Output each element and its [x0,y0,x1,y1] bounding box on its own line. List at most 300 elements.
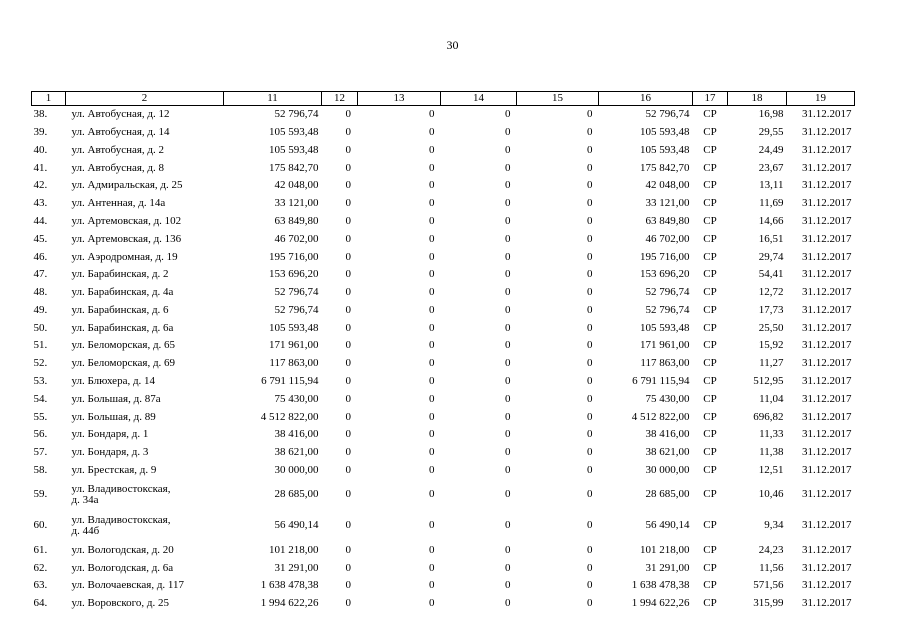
table-row [32,444,855,462]
header-cell: 18 [728,92,787,106]
value-col-16: 6 791 115,94 [632,375,690,388]
value-col-19: 31.12.2017 [802,268,852,281]
value-col-17: СР [703,446,717,459]
value-col-15: 0 [587,464,593,477]
value-col-19: 31.12.2017 [802,197,852,210]
row-number: 51. [33,339,48,352]
value-col-13: 0 [429,428,435,441]
value-col-17: СР [703,125,717,138]
value-col-12: 0 [345,597,351,610]
value-col-17: СР [703,143,717,156]
value-col-15: 0 [587,268,593,281]
address-cell: ул. Бондаря, д. 1 [71,428,149,441]
value-col-18: 24,49 [758,143,784,156]
value-col-12: 0 [345,232,351,245]
value-col-12: 0 [345,464,351,477]
row-number: 61. [33,543,48,556]
value-col-19: 31.12.2017 [802,214,852,227]
value-col-16: 105 593,48 [640,321,690,334]
value-col-13: 0 [429,543,435,556]
value-col-14: 0 [505,232,511,245]
row-number: 43. [33,197,48,210]
value-col-12: 0 [345,303,351,316]
value-col-16: 63 849,80 [645,214,690,227]
value-col-16: 28 685,00 [645,488,690,501]
value-col-17: СР [703,321,717,334]
row-number: 41. [33,161,48,174]
data-table [31,91,855,613]
value-col-14: 0 [505,579,511,592]
value-col-14: 0 [505,428,511,441]
header-cell: 16 [599,92,693,106]
row-number: 50. [33,321,48,334]
value-col-13: 0 [429,268,435,281]
value-col-11: 33 121,00 [274,197,319,210]
value-col-19: 31.12.2017 [802,488,852,501]
table-row [32,373,855,391]
value-col-13: 0 [429,197,435,210]
value-col-17: СР [703,375,717,388]
value-col-18: 571,56 [753,579,784,592]
table-row [32,337,855,355]
value-col-12: 0 [345,561,351,574]
value-col-13: 0 [429,446,435,459]
value-col-18: 315,99 [753,597,784,610]
value-col-19: 31.12.2017 [802,161,852,174]
value-col-18: 11,27 [759,357,784,370]
table-row [32,511,855,542]
value-col-11: 28 685,00 [274,488,319,501]
address-cell: ул. Большая, д. 89 [71,410,156,423]
value-col-13: 0 [429,161,435,174]
value-col-16: 105 593,48 [640,125,690,138]
value-col-15: 0 [587,428,593,441]
value-col-15: 0 [587,543,593,556]
value-col-15: 0 [587,125,593,138]
table-row [32,195,855,213]
value-col-16: 52 796,74 [645,108,690,121]
address-cell: ул. Аэродромная, д. 19 [71,250,178,263]
value-col-18: 9,34 [764,519,784,532]
value-col-19: 31.12.2017 [802,179,852,192]
table-row [32,391,855,409]
value-col-18: 13,11 [759,179,784,192]
value-col-12: 0 [345,125,351,138]
value-col-18: 24,23 [758,543,784,556]
row-number: 44. [33,214,48,227]
value-col-12: 0 [345,250,351,263]
value-col-18: 11,33 [759,428,784,441]
value-col-12: 0 [345,286,351,299]
value-col-11: 117 863,00 [269,357,319,370]
table-row [32,213,855,231]
value-col-14: 0 [505,214,511,227]
value-col-14: 0 [505,339,511,352]
address-cell: ул. Блюхера, д. 14 [71,375,156,388]
row-number: 60. [33,519,48,532]
table-row [32,462,855,480]
value-col-12: 0 [345,543,351,556]
value-col-13: 0 [429,357,435,370]
value-col-14: 0 [505,446,511,459]
value-col-12: 0 [345,179,351,192]
value-col-16: 52 796,74 [645,286,690,299]
value-col-16: 56 490,14 [645,519,690,532]
address-cell [66,511,224,542]
value-col-12: 0 [345,428,351,441]
row-number: 45. [33,232,48,245]
value-col-18: 15,92 [758,339,784,352]
value-col-15: 0 [587,143,593,156]
value-col-16: 75 430,00 [645,392,690,405]
address-cell: ул. Автобусная, д. 2 [71,143,165,156]
value-col-15: 0 [587,197,593,210]
value-col-18: 11,04 [759,392,784,405]
address-cell: ул. Бондаря, д. 3 [71,446,149,459]
address-cell: ул. Артемовская, д. 136 [71,232,182,245]
value-col-16: 117 863,00 [640,357,690,370]
value-col-19: 31.12.2017 [802,143,852,156]
value-col-13: 0 [429,392,435,405]
value-col-16: 38 416,00 [645,428,690,441]
value-col-16: 38 621,00 [645,446,690,459]
value-col-15: 0 [587,232,593,245]
address-line-1: ул. Владивостокская, [71,513,171,526]
value-col-16: 1 638 478,38 [631,579,690,592]
header-cell: 11 [224,92,322,106]
address-line-1: ул. Владивостокская, [71,482,171,495]
value-col-11: 56 490,14 [274,519,319,532]
address-cell: ул. Барабинская, д. 2 [71,268,169,281]
value-col-19: 31.12.2017 [802,108,852,121]
address-cell: ул. Барабинская, д. 4а [71,286,174,299]
value-col-12: 0 [345,339,351,352]
row-number: 59. [33,488,48,501]
header-cell: 19 [787,92,855,106]
value-col-14: 0 [505,375,511,388]
value-col-13: 0 [429,339,435,352]
address-cell: ул. Воровского, д. 25 [71,597,169,610]
table-row [32,426,855,444]
value-col-19: 31.12.2017 [802,519,852,532]
row-number: 38. [33,108,48,121]
value-col-17: СР [703,597,717,610]
value-col-14: 0 [505,143,511,156]
value-col-15: 0 [587,303,593,316]
value-col-14: 0 [505,268,511,281]
row-number: 39. [33,125,48,138]
value-col-12: 0 [345,321,351,334]
value-col-19: 31.12.2017 [802,303,852,316]
address-cell: ул. Артемовская, д. 102 [71,214,182,227]
value-col-19: 31.12.2017 [802,597,852,610]
row-number: 52. [33,357,48,370]
address-cell: ул. Автобусная, д. 12 [71,108,170,121]
row-number: 47. [33,268,48,281]
value-col-14: 0 [505,179,511,192]
value-col-12: 0 [345,392,351,405]
value-col-19: 31.12.2017 [802,543,852,556]
value-col-13: 0 [429,179,435,192]
address-line-2: д. 34а [71,494,99,507]
value-col-17: СР [703,561,717,574]
value-col-19: 31.12.2017 [802,250,852,263]
value-col-15: 0 [587,375,593,388]
value-col-17: СР [703,197,717,210]
value-col-16: 30 000,00 [645,464,690,477]
row-number: 53. [33,375,48,388]
address-cell: ул. Беломорская, д. 69 [71,357,176,370]
page-number: 30 [446,38,459,52]
value-col-17: СР [703,250,717,263]
value-col-17: СР [703,286,717,299]
value-col-13: 0 [429,519,435,532]
value-col-12: 0 [345,357,351,370]
value-col-13: 0 [429,303,435,316]
row-number: 64. [33,597,48,610]
table-row [32,124,855,142]
value-col-18: 16,51 [758,232,784,245]
value-col-15: 0 [587,214,593,227]
address-cell: ул. Брестская, д. 9 [71,464,157,477]
value-col-14: 0 [505,108,511,121]
table-row [32,480,855,511]
value-col-14: 0 [505,125,511,138]
value-col-13: 0 [429,108,435,121]
value-col-19: 31.12.2017 [802,410,852,423]
row-number: 40. [33,143,48,156]
value-col-12: 0 [345,214,351,227]
value-col-14: 0 [505,410,511,423]
value-col-11: 195 716,00 [269,250,319,263]
value-col-13: 0 [429,488,435,501]
value-col-13: 0 [429,250,435,263]
value-col-15: 0 [587,446,593,459]
value-col-17: СР [703,232,717,245]
header-cell: 15 [517,92,599,106]
value-col-19: 31.12.2017 [802,286,852,299]
value-col-16: 46 702,00 [645,232,690,245]
value-col-19: 31.12.2017 [802,232,852,245]
value-col-11: 4 512 822,00 [260,410,319,423]
header-cell: 13 [358,92,441,106]
value-col-18: 17,73 [758,303,784,316]
table-row [32,302,855,320]
row-number: 48. [33,286,48,299]
value-col-16: 105 593,48 [640,143,690,156]
address-cell: ул. Барабинская, д. 6а [71,321,174,334]
row-number: 54. [33,392,48,405]
table-row [32,355,855,373]
value-col-14: 0 [505,561,511,574]
table-row [32,231,855,249]
value-col-17: СР [703,268,717,281]
value-col-15: 0 [587,579,593,592]
table-row [32,248,855,266]
value-col-19: 31.12.2017 [802,561,852,574]
table-row [32,106,855,124]
value-col-13: 0 [429,143,435,156]
value-col-15: 0 [587,108,593,121]
value-col-18: 29,55 [758,125,784,138]
address-cell: ул. Вологодская, д. 6а [71,561,174,574]
row-number: 55. [33,410,48,423]
address-cell: ул. Антенная, д. 14а [71,197,166,210]
value-col-17: СР [703,428,717,441]
value-col-14: 0 [505,286,511,299]
value-col-11: 105 593,48 [269,125,319,138]
value-col-13: 0 [429,232,435,245]
value-col-17: СР [703,392,717,405]
value-col-14: 0 [505,357,511,370]
value-col-17: СР [703,543,717,556]
value-col-16: 171 961,00 [640,339,690,352]
value-col-11: 171 961,00 [269,339,319,352]
value-col-18: 11,69 [759,197,784,210]
value-col-12: 0 [345,375,351,388]
value-col-14: 0 [505,250,511,263]
address-line-2: д. 44б [71,525,100,538]
value-col-17: СР [703,488,717,501]
value-col-13: 0 [429,125,435,138]
value-col-14: 0 [505,597,511,610]
address-cell: ул. Волочаевская, д. 117 [71,579,185,592]
value-col-18: 11,56 [759,561,784,574]
value-col-13: 0 [429,464,435,477]
value-col-15: 0 [587,286,593,299]
value-col-11: 75 430,00 [274,392,319,405]
value-col-11: 42 048,00 [274,179,319,192]
table-row [32,595,855,613]
value-col-19: 31.12.2017 [802,357,852,370]
header-cell: 17 [693,92,728,106]
value-col-16: 33 121,00 [645,197,690,210]
value-col-14: 0 [505,321,511,334]
value-col-15: 0 [587,179,593,192]
value-col-11: 175 842,70 [269,161,319,174]
value-col-16: 175 842,70 [640,161,690,174]
value-col-19: 31.12.2017 [802,428,852,441]
value-col-12: 0 [345,488,351,501]
value-col-18: 512,95 [753,375,784,388]
value-col-14: 0 [505,543,511,556]
value-col-14: 0 [505,464,511,477]
value-col-11: 52 796,74 [274,303,319,316]
value-col-12: 0 [345,108,351,121]
table-row [32,159,855,177]
table-body [32,106,855,613]
value-col-18: 10,46 [758,488,784,501]
value-col-13: 0 [429,286,435,299]
header-cell: 12 [322,92,358,106]
value-col-15: 0 [587,597,593,610]
value-col-12: 0 [345,410,351,423]
value-col-17: СР [703,108,717,121]
header-cell: 2 [66,92,224,106]
value-col-13: 0 [429,321,435,334]
address-cell: ул. Адмиральская, д. 25 [71,179,183,192]
value-col-11: 46 702,00 [274,232,319,245]
value-col-13: 0 [429,579,435,592]
value-col-19: 31.12.2017 [802,321,852,334]
value-col-13: 0 [429,597,435,610]
value-col-11: 30 000,00 [274,464,319,477]
value-col-18: 12,51 [758,464,784,477]
row-number: 58. [33,464,48,477]
value-col-16: 31 291,00 [645,561,690,574]
row-number: 46. [33,250,48,263]
value-col-11: 52 796,74 [274,108,319,121]
value-col-17: СР [703,579,717,592]
value-col-16: 42 048,00 [645,179,690,192]
row-number: 42. [33,179,48,192]
value-col-19: 31.12.2017 [802,125,852,138]
value-col-11: 6 791 115,94 [261,375,319,388]
value-col-17: СР [703,179,717,192]
row-number: 49. [33,303,48,316]
address-cell: ул. Большая, д. 87а [71,392,161,405]
value-col-11: 38 416,00 [274,428,319,441]
address-cell: ул. Автобусная, д. 14 [71,125,170,138]
value-col-11: 38 621,00 [274,446,319,459]
value-col-14: 0 [505,392,511,405]
table-row [32,266,855,284]
value-col-15: 0 [587,561,593,574]
value-col-15: 0 [587,488,593,501]
value-col-19: 31.12.2017 [802,446,852,459]
value-col-12: 0 [345,268,351,281]
value-col-17: СР [703,303,717,316]
value-col-11: 31 291,00 [274,561,319,574]
value-col-11: 105 593,48 [269,143,319,156]
value-col-12: 0 [345,161,351,174]
value-col-16: 52 796,74 [645,303,690,316]
value-col-17: СР [703,339,717,352]
address-cell [66,480,224,511]
value-col-14: 0 [505,161,511,174]
value-col-17: СР [703,410,717,423]
value-col-17: СР [703,464,717,477]
value-col-16: 153 696,20 [640,268,690,281]
value-col-15: 0 [587,161,593,174]
value-col-15: 0 [587,321,593,334]
value-col-18: 14,66 [758,214,784,227]
value-col-15: 0 [587,519,593,532]
value-col-13: 0 [429,410,435,423]
value-col-18: 54,41 [758,268,784,281]
value-col-15: 0 [587,339,593,352]
value-col-12: 0 [345,519,351,532]
value-col-19: 31.12.2017 [802,392,852,405]
value-col-18: 696,82 [753,410,784,423]
address-cell: ул. Беломорская, д. 65 [71,339,176,352]
value-col-18: 11,38 [759,446,784,459]
value-col-18: 29,74 [758,250,784,263]
value-col-11: 101 218,00 [269,543,319,556]
table-row [32,284,855,302]
row-number: 57. [33,446,48,459]
value-col-14: 0 [505,488,511,501]
address-cell: ул. Барабинская, д. 6 [71,303,169,316]
value-col-17: СР [703,161,717,174]
value-col-15: 0 [587,357,593,370]
value-col-17: СР [703,519,717,532]
value-col-12: 0 [345,446,351,459]
value-col-11: 52 796,74 [274,286,319,299]
value-col-12: 0 [345,579,351,592]
value-col-18: 16,98 [758,108,784,121]
value-col-18: 25,50 [758,321,784,334]
